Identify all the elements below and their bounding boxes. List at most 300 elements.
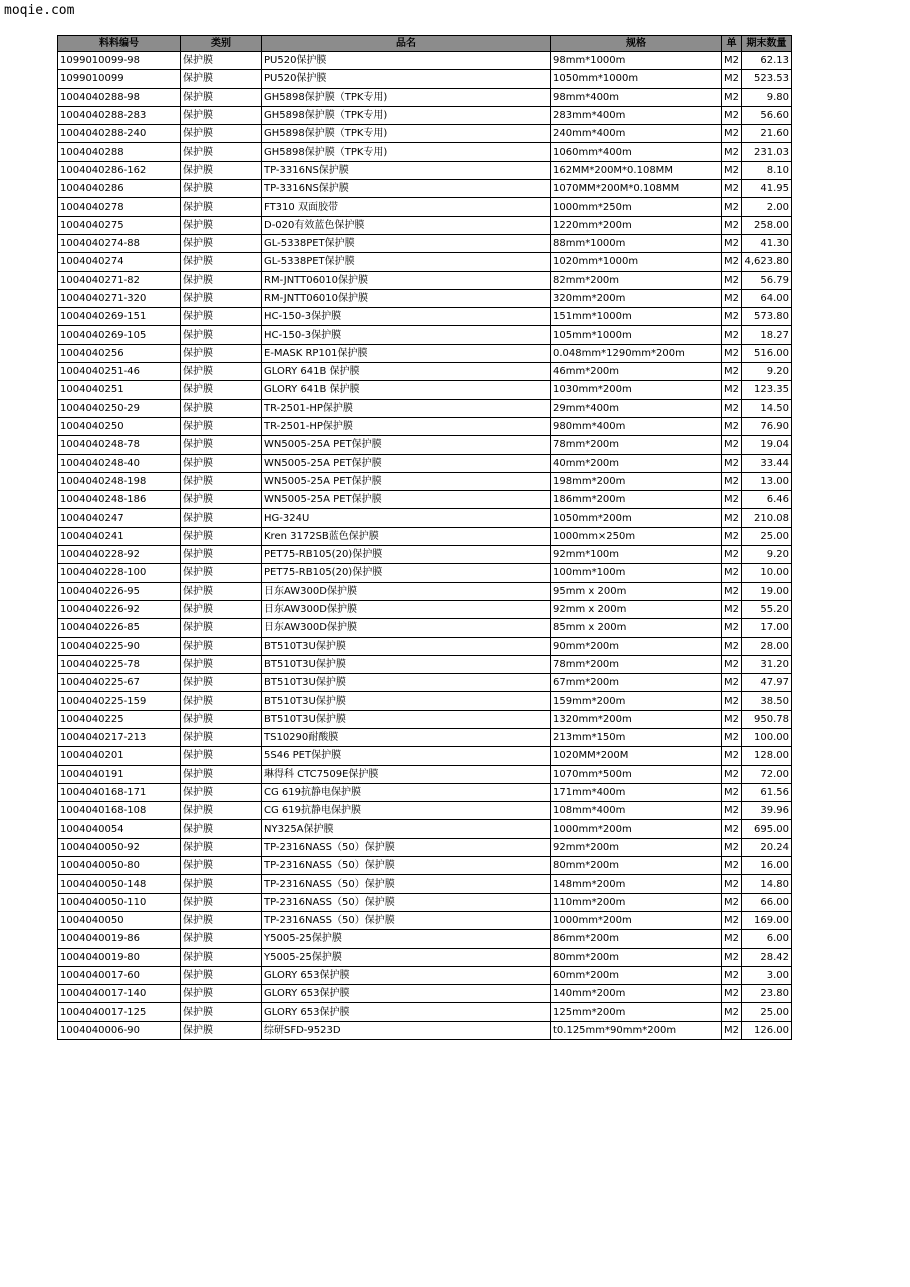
quantity-cell: 56.60 — [742, 106, 792, 124]
spec-cell: 108mm*400m — [551, 802, 722, 820]
category-cell: 保护膜 — [181, 728, 262, 746]
item-code-cell: 1004040017-140 — [58, 985, 181, 1003]
table-row — [58, 472, 792, 490]
product-name-cell: HC-150-3保护膜 — [262, 308, 551, 326]
unit-cell: M2 — [722, 783, 742, 801]
table-row — [58, 637, 792, 655]
category-cell: 保护膜 — [181, 985, 262, 1003]
category-cell: 保护膜 — [181, 399, 262, 417]
category-cell: 保护膜 — [181, 472, 262, 490]
category-cell: 保护膜 — [181, 198, 262, 216]
header-ending-quantity: 期末数量 — [742, 36, 792, 52]
item-code-cell: 1004040225-67 — [58, 674, 181, 692]
table-row — [58, 491, 792, 509]
table-row — [58, 820, 792, 838]
table-row — [58, 710, 792, 728]
item-code-cell: 1004040251-46 — [58, 363, 181, 381]
quantity-cell: 126.00 — [742, 1021, 792, 1039]
quantity-cell: 695.00 — [742, 820, 792, 838]
category-cell: 保护膜 — [181, 838, 262, 856]
quantity-cell: 10.00 — [742, 564, 792, 582]
item-code-cell: 1004040256 — [58, 344, 181, 362]
product-name-cell: TP-3316NS保护膜 — [262, 180, 551, 198]
header-unit: 单 — [722, 36, 742, 52]
unit-cell: M2 — [722, 289, 742, 307]
quantity-cell: 39.96 — [742, 802, 792, 820]
table-row — [58, 948, 792, 966]
item-code-cell: 1004040050-92 — [58, 838, 181, 856]
item-code-cell: 1004040288-240 — [58, 125, 181, 143]
table-row — [58, 344, 792, 362]
item-code-cell: 1004040050-148 — [58, 875, 181, 893]
quantity-cell: 62.13 — [742, 52, 792, 70]
table-row — [58, 234, 792, 252]
item-code-cell: 1004040228-92 — [58, 546, 181, 564]
item-code-cell: 1004040288 — [58, 143, 181, 161]
product-name-cell: TP-2316NASS（50）保护膜 — [262, 857, 551, 875]
spec-cell: 186mm*200m — [551, 491, 722, 509]
item-code-cell: 1004040168-108 — [58, 802, 181, 820]
category-cell: 保护膜 — [181, 692, 262, 710]
table-row — [58, 838, 792, 856]
item-code-cell: 1004040286-162 — [58, 161, 181, 179]
category-cell: 保护膜 — [181, 582, 262, 600]
quantity-cell: 13.00 — [742, 472, 792, 490]
spec-cell: 1220mm*200m — [551, 216, 722, 234]
quantity-cell: 9.80 — [742, 88, 792, 106]
quantity-cell: 28.00 — [742, 637, 792, 655]
unit-cell: M2 — [722, 966, 742, 984]
spec-cell: 1030mm*200m — [551, 381, 722, 399]
product-name-cell: CG 619抗静电保护膜 — [262, 802, 551, 820]
spec-cell: 92mm x 200m — [551, 600, 722, 618]
quantity-cell: 23.80 — [742, 985, 792, 1003]
table-row — [58, 70, 792, 88]
product-name-cell: PET75-RB105(20)保护膜 — [262, 564, 551, 582]
product-name-cell: E-MASK RP101保护膜 — [262, 344, 551, 362]
spec-cell: 29mm*400m — [551, 399, 722, 417]
quantity-cell: 16.00 — [742, 857, 792, 875]
item-code-cell: 1004040250-29 — [58, 399, 181, 417]
quantity-cell: 9.20 — [742, 363, 792, 381]
item-code-cell: 1004040201 — [58, 747, 181, 765]
product-name-cell: GH5898保护膜（TPK专用) — [262, 88, 551, 106]
table-row — [58, 564, 792, 582]
unit-cell: M2 — [722, 253, 742, 271]
category-cell: 保护膜 — [181, 619, 262, 637]
product-name-cell: HG-324U — [262, 509, 551, 527]
table-row — [58, 289, 792, 307]
category-cell: 保护膜 — [181, 674, 262, 692]
table-row — [58, 619, 792, 637]
spec-cell: 90mm*200m — [551, 637, 722, 655]
product-name-cell: BT510T3U保护膜 — [262, 655, 551, 673]
item-code-cell: 1004040017-60 — [58, 966, 181, 984]
quantity-cell: 56.79 — [742, 271, 792, 289]
quantity-cell: 516.00 — [742, 344, 792, 362]
header-item-code: 料料编号 — [58, 36, 181, 52]
table-row — [58, 308, 792, 326]
unit-cell: M2 — [722, 857, 742, 875]
category-cell: 保护膜 — [181, 637, 262, 655]
item-code-cell: 1004040019-80 — [58, 948, 181, 966]
category-cell: 保护膜 — [181, 747, 262, 765]
table-row — [58, 180, 792, 198]
category-cell: 保护膜 — [181, 308, 262, 326]
quantity-cell: 14.80 — [742, 875, 792, 893]
quantity-cell: 47.97 — [742, 674, 792, 692]
product-name-cell: RM-JNTT06010保护膜 — [262, 289, 551, 307]
category-cell: 保护膜 — [181, 802, 262, 820]
product-name-cell: BT510T3U保护膜 — [262, 637, 551, 655]
unit-cell: M2 — [722, 399, 742, 417]
item-code-cell: 1004040248-78 — [58, 436, 181, 454]
product-name-cell: TP-2316NASS（50）保护膜 — [262, 911, 551, 929]
item-code-cell: 1004040288-283 — [58, 106, 181, 124]
table-row — [58, 527, 792, 545]
unit-cell: M2 — [722, 344, 742, 362]
quantity-cell: 25.00 — [742, 527, 792, 545]
category-cell: 保护膜 — [181, 509, 262, 527]
unit-cell: M2 — [722, 161, 742, 179]
category-cell: 保护膜 — [181, 52, 262, 70]
spec-cell: 40mm*200m — [551, 454, 722, 472]
spec-cell: 82mm*200m — [551, 271, 722, 289]
table-header-row — [58, 36, 792, 52]
table-row — [58, 88, 792, 106]
quantity-cell: 231.03 — [742, 143, 792, 161]
table-row — [58, 198, 792, 216]
unit-cell: M2 — [722, 985, 742, 1003]
spec-cell: 1050mm*200m — [551, 509, 722, 527]
spec-cell: 283mm*400m — [551, 106, 722, 124]
category-cell: 保护膜 — [181, 216, 262, 234]
inventory-table — [57, 35, 792, 1040]
unit-cell: M2 — [722, 930, 742, 948]
item-code-cell: 1004040271-320 — [58, 289, 181, 307]
product-name-cell: 综研SFD-9523D — [262, 1021, 551, 1039]
table-row — [58, 966, 792, 984]
quantity-cell: 38.50 — [742, 692, 792, 710]
product-name-cell: TP-2316NASS（50）保护膜 — [262, 893, 551, 911]
category-cell: 保护膜 — [181, 564, 262, 582]
quantity-cell: 523.53 — [742, 70, 792, 88]
spec-cell: 100mm*100m — [551, 564, 722, 582]
site-watermark: moqie.com — [4, 3, 75, 18]
unit-cell: M2 — [722, 271, 742, 289]
spec-cell: 240mm*400m — [551, 125, 722, 143]
quantity-cell: 21.60 — [742, 125, 792, 143]
category-cell: 保护膜 — [181, 417, 262, 435]
product-name-cell: 日东AW300D保护膜 — [262, 582, 551, 600]
unit-cell: M2 — [722, 143, 742, 161]
unit-cell: M2 — [722, 216, 742, 234]
item-code-cell: 1004040225-90 — [58, 637, 181, 655]
item-code-cell: 1004040217-213 — [58, 728, 181, 746]
product-name-cell: TS10290耐酸膜 — [262, 728, 551, 746]
category-cell: 保护膜 — [181, 363, 262, 381]
table-row — [58, 600, 792, 618]
table-row — [58, 546, 792, 564]
product-name-cell: GLORY 641B 保护膜 — [262, 363, 551, 381]
unit-cell: M2 — [722, 564, 742, 582]
quantity-cell: 210.08 — [742, 509, 792, 527]
spec-cell: 151mm*1000m — [551, 308, 722, 326]
spec-cell: 1070MM*200M*0.108MM — [551, 180, 722, 198]
item-code-cell: 1004040050-80 — [58, 857, 181, 875]
product-name-cell: PU520保护膜 — [262, 52, 551, 70]
header-product-name: 品名 — [262, 36, 551, 52]
item-code-cell: 1004040269-151 — [58, 308, 181, 326]
product-name-cell: 5S46 PET保护膜 — [262, 747, 551, 765]
unit-cell: M2 — [722, 417, 742, 435]
quantity-cell: 573.80 — [742, 308, 792, 326]
table-row — [58, 875, 792, 893]
spec-cell: 1000mm*250m — [551, 198, 722, 216]
spec-cell: 105mm*1000m — [551, 326, 722, 344]
unit-cell: M2 — [722, 454, 742, 472]
table-row — [58, 911, 792, 929]
quantity-cell: 14.50 — [742, 399, 792, 417]
table-row — [58, 271, 792, 289]
unit-cell: M2 — [722, 546, 742, 564]
item-code-cell: 1004040248-40 — [58, 454, 181, 472]
product-name-cell: GH5898保护膜（TPK专用) — [262, 125, 551, 143]
item-code-cell: 1004040274 — [58, 253, 181, 271]
spec-cell: 1000mm*200m — [551, 820, 722, 838]
product-name-cell: GLORY 653保护膜 — [262, 985, 551, 1003]
item-code-cell: 1099010099-98 — [58, 52, 181, 70]
unit-cell: M2 — [722, 582, 742, 600]
product-name-cell: BT510T3U保护膜 — [262, 692, 551, 710]
unit-cell: M2 — [722, 710, 742, 728]
item-code-cell: 1004040288-98 — [58, 88, 181, 106]
unit-cell: M2 — [722, 911, 742, 929]
spec-cell: 1050mm*1000m — [551, 70, 722, 88]
product-name-cell: TR-2501-HP保护膜 — [262, 417, 551, 435]
quantity-cell: 17.00 — [742, 619, 792, 637]
category-cell: 保护膜 — [181, 344, 262, 362]
quantity-cell: 28.42 — [742, 948, 792, 966]
product-name-cell: NY325A保护膜 — [262, 820, 551, 838]
table-row — [58, 381, 792, 399]
category-cell: 保护膜 — [181, 930, 262, 948]
category-cell: 保护膜 — [181, 1021, 262, 1039]
product-name-cell: TP-3316NS保护膜 — [262, 161, 551, 179]
category-cell: 保护膜 — [181, 326, 262, 344]
category-cell: 保护膜 — [181, 491, 262, 509]
item-code-cell: 1004040241 — [58, 527, 181, 545]
unit-cell: M2 — [722, 509, 742, 527]
quantity-cell: 41.95 — [742, 180, 792, 198]
product-name-cell: Kren 3172SB蓝色保护膜 — [262, 527, 551, 545]
category-cell: 保护膜 — [181, 454, 262, 472]
item-code-cell: 1004040191 — [58, 765, 181, 783]
quantity-cell: 128.00 — [742, 747, 792, 765]
category-cell: 保护膜 — [181, 143, 262, 161]
table-row — [58, 765, 792, 783]
table-row — [58, 728, 792, 746]
unit-cell: M2 — [722, 180, 742, 198]
quantity-cell: 41.30 — [742, 234, 792, 252]
quantity-cell: 6.00 — [742, 930, 792, 948]
item-code-cell: 1004040250 — [58, 417, 181, 435]
spec-cell: 1000mm*200m — [551, 911, 722, 929]
product-name-cell: FT310 双面胶带 — [262, 198, 551, 216]
table-row — [58, 930, 792, 948]
product-name-cell: GLORY 641B 保护膜 — [262, 381, 551, 399]
spec-cell: t0.125mm*90mm*200m — [551, 1021, 722, 1039]
item-code-cell: 1099010099 — [58, 70, 181, 88]
product-name-cell: CG 619抗静电保护膜 — [262, 783, 551, 801]
unit-cell: M2 — [722, 234, 742, 252]
table-row — [58, 399, 792, 417]
category-cell: 保护膜 — [181, 70, 262, 88]
spec-cell: 1000mm×250m — [551, 527, 722, 545]
spec-cell: 80mm*200m — [551, 857, 722, 875]
product-name-cell: GLORY 653保护膜 — [262, 1003, 551, 1021]
unit-cell: M2 — [722, 52, 742, 70]
product-name-cell: PET75-RB105(20)保护膜 — [262, 546, 551, 564]
unit-cell: M2 — [722, 637, 742, 655]
category-cell: 保护膜 — [181, 875, 262, 893]
item-code-cell: 1004040271-82 — [58, 271, 181, 289]
spec-cell: 0.048mm*1290mm*200m — [551, 344, 722, 362]
product-name-cell: BT510T3U保护膜 — [262, 674, 551, 692]
item-code-cell: 1004040225 — [58, 710, 181, 728]
table-row — [58, 363, 792, 381]
table-row — [58, 436, 792, 454]
product-name-cell: Y5005-25保护膜 — [262, 948, 551, 966]
category-cell: 保护膜 — [181, 911, 262, 929]
unit-cell: M2 — [722, 747, 742, 765]
header-spec: 规格 — [551, 36, 722, 52]
unit-cell: M2 — [722, 1021, 742, 1039]
category-cell: 保护膜 — [181, 765, 262, 783]
table-row — [58, 655, 792, 673]
product-name-cell: TP-2316NASS（50）保护膜 — [262, 838, 551, 856]
quantity-cell: 25.00 — [742, 1003, 792, 1021]
category-cell: 保护膜 — [181, 234, 262, 252]
product-name-cell: HC-150-3保护膜 — [262, 326, 551, 344]
category-cell: 保护膜 — [181, 161, 262, 179]
product-name-cell: GL-5338PET保护膜 — [262, 234, 551, 252]
item-code-cell: 1004040054 — [58, 820, 181, 838]
table-row — [58, 692, 792, 710]
spec-cell: 78mm*200m — [551, 436, 722, 454]
spec-cell: 1020MM*200M — [551, 747, 722, 765]
spec-cell: 98mm*1000m — [551, 52, 722, 70]
category-cell: 保护膜 — [181, 289, 262, 307]
quantity-cell: 64.00 — [742, 289, 792, 307]
item-code-cell: 1004040050 — [58, 911, 181, 929]
category-cell: 保护膜 — [181, 381, 262, 399]
spec-cell: 95mm x 200m — [551, 582, 722, 600]
table-row — [58, 802, 792, 820]
product-name-cell: WN5005-25A PET保护膜 — [262, 472, 551, 490]
table-row — [58, 253, 792, 271]
table-row — [58, 783, 792, 801]
item-code-cell: 1004040226-92 — [58, 600, 181, 618]
item-code-cell: 1004040006-90 — [58, 1021, 181, 1039]
product-name-cell: WN5005-25A PET保护膜 — [262, 454, 551, 472]
category-cell: 保护膜 — [181, 546, 262, 564]
spec-cell: 213mm*150m — [551, 728, 722, 746]
quantity-cell: 55.20 — [742, 600, 792, 618]
quantity-cell: 3.00 — [742, 966, 792, 984]
category-cell: 保护膜 — [181, 436, 262, 454]
spec-cell: 171mm*400m — [551, 783, 722, 801]
spec-cell: 148mm*200m — [551, 875, 722, 893]
unit-cell: M2 — [722, 600, 742, 618]
spec-cell: 67mm*200m — [551, 674, 722, 692]
table-row — [58, 125, 792, 143]
quantity-cell: 33.44 — [742, 454, 792, 472]
item-code-cell: 1004040225-159 — [58, 692, 181, 710]
item-code-cell: 1004040050-110 — [58, 893, 181, 911]
unit-cell: M2 — [722, 363, 742, 381]
item-code-cell: 1004040019-86 — [58, 930, 181, 948]
quantity-cell: 8.10 — [742, 161, 792, 179]
spec-cell: 159mm*200m — [551, 692, 722, 710]
spec-cell: 320mm*200m — [551, 289, 722, 307]
spec-cell: 86mm*200m — [551, 930, 722, 948]
item-code-cell: 1004040251 — [58, 381, 181, 399]
product-name-cell: RM-JNTT06010保护膜 — [262, 271, 551, 289]
spec-cell: 1060mm*400m — [551, 143, 722, 161]
item-code-cell: 1004040225-78 — [58, 655, 181, 673]
spec-cell: 1020mm*1000m — [551, 253, 722, 271]
spec-cell: 140mm*200m — [551, 985, 722, 1003]
quantity-cell: 950.78 — [742, 710, 792, 728]
table-row — [58, 1003, 792, 1021]
quantity-cell: 4,623.80 — [742, 253, 792, 271]
item-code-cell: 1004040275 — [58, 216, 181, 234]
unit-cell: M2 — [722, 326, 742, 344]
unit-cell: M2 — [722, 125, 742, 143]
quantity-cell: 18.27 — [742, 326, 792, 344]
item-code-cell: 1004040017-125 — [58, 1003, 181, 1021]
product-name-cell: GH5898保护膜（TPK专用) — [262, 143, 551, 161]
unit-cell: M2 — [722, 1003, 742, 1021]
spec-cell: 88mm*1000m — [551, 234, 722, 252]
table-row — [58, 747, 792, 765]
unit-cell: M2 — [722, 838, 742, 856]
unit-cell: M2 — [722, 436, 742, 454]
category-cell: 保护膜 — [181, 1003, 262, 1021]
table-row — [58, 985, 792, 1003]
product-name-cell: TR-2501-HP保护膜 — [262, 399, 551, 417]
category-cell: 保护膜 — [181, 655, 262, 673]
product-name-cell: GL-5338PET保护膜 — [262, 253, 551, 271]
item-code-cell: 1004040226-85 — [58, 619, 181, 637]
product-name-cell: GH5898保护膜（TPK专用) — [262, 106, 551, 124]
unit-cell: M2 — [722, 88, 742, 106]
spec-cell: 1070mm*500m — [551, 765, 722, 783]
product-name-cell: TP-2316NASS（50）保护膜 — [262, 875, 551, 893]
product-name-cell: 日东AW300D保护膜 — [262, 619, 551, 637]
product-name-cell: Y5005-25保护膜 — [262, 930, 551, 948]
quantity-cell: 100.00 — [742, 728, 792, 746]
quantity-cell: 61.56 — [742, 783, 792, 801]
quantity-cell: 66.00 — [742, 893, 792, 911]
quantity-cell: 31.20 — [742, 655, 792, 673]
header-category: 类别 — [181, 36, 262, 52]
category-cell: 保护膜 — [181, 893, 262, 911]
item-code-cell: 1004040286 — [58, 180, 181, 198]
unit-cell: M2 — [722, 70, 742, 88]
item-code-cell: 1004040248-186 — [58, 491, 181, 509]
